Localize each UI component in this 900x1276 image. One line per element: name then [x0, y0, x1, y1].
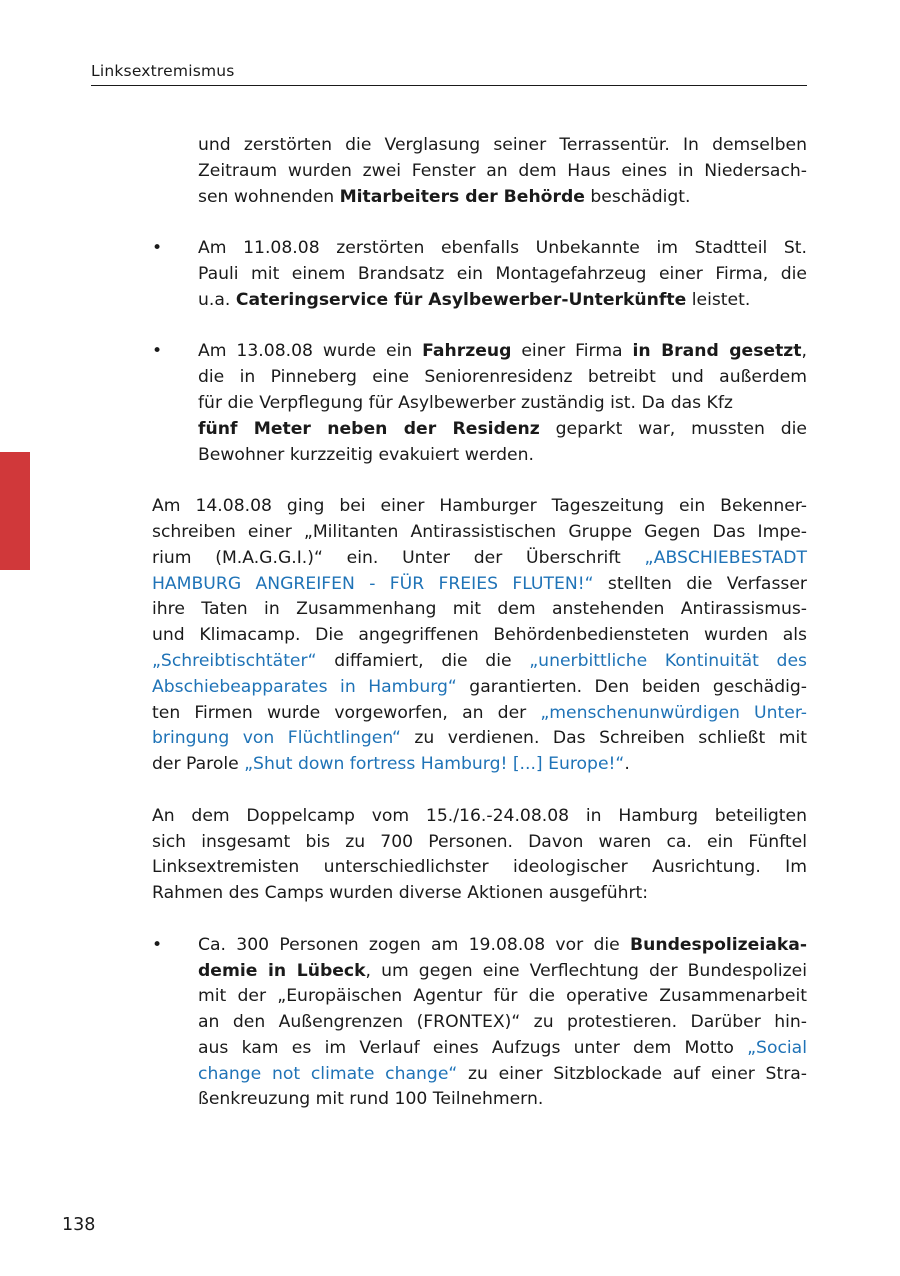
quote-text: „Schreibtischtäter“ — [152, 650, 317, 671]
quote-text: „unerbittliche Kontinuität des — [529, 650, 807, 671]
bullet-glyph: • — [152, 238, 163, 259]
quote-text: „menschenunwürdigen Unter- — [540, 702, 807, 723]
running-header-title: Linksextremismus — [91, 62, 235, 80]
quote-text: change not climate change“ — [198, 1063, 458, 1084]
quote-text: „ABSCHIEBESTADT — [644, 547, 807, 568]
running-header — [91, 60, 807, 86]
bullet-item: • Am 13.08.08 wurde ein Fahrzeug einer Firma in Brand gesetzt, die in Pinneberg eine Seniorenresidenz betreibt und außerdem für die Verpflegung für Asylbewerber zuständig ist. Da das Kfz fünf Meter neben der Residenz geparkt war, mussten die Bewohner kurzzeitig evakuiert werden. — [152, 341, 807, 465]
bullet-glyph: • — [152, 934, 163, 955]
quote-text: Abschiebeapparates in Hamburg“ — [152, 676, 457, 697]
quote-text: „Shut down fortress Hamburg! [...] Europe!“ — [244, 754, 625, 775]
body-paragraph: Am 14.08.08 ging bei einer Hamburger Tageszeitung ein Bekenner- schreiben einer „Militanten Antirassistischen Gruppe Gegen Das Impe- rium (M.A.G.G.I.)“ ein. Unter der Überschrift „ABSCHIEBESTADT HAMBURG ANGREIFEN - FÜR FREIES FLUTEN!“ stellten die Verfasser ihre Taten in Zusammenhang mit dem anstehenden Antirassismus- und Klimacamp. Die angegriffenen Behördenbediensteten wurden als „Schreibtischtäter“ diffamiert, die die „unerbittliche Kontinuität des Abschiebeapparates in Hamburg“ garantierten. Den beiden geschädig- ten Firmen wurde vorgeworfen, an der „menschenunwürdigen Unter- bringung von Flüchtlingen“ zu verdienen. Das Schreiben schließt mit der Parole „Shut down fortress Hamburg! [...] Europe!“. — [152, 496, 807, 775]
bullet-glyph: • — [152, 341, 163, 362]
page-number: 138 — [62, 1215, 96, 1235]
quote-text: „Social — [747, 1037, 807, 1058]
quote-text: bringung von Flüchtlingen“ — [152, 728, 401, 749]
continued-bullet-text: und zerstörten die Verglasung seiner Terrassentür. In demselben Zeitraum wurden zwei Fenster an dem Haus eines in Niedersach- sen wohnenden Mitarbeiters der Behörde beschädigt. — [198, 135, 807, 207]
quote-text: HAMBURG ANGREIFEN - FÜR FREIES FLUTEN!“ — [152, 573, 594, 594]
bullet-item: • Ca. 300 Personen zogen am 19.08.08 vor die Bundespolizeiaka- demie in Lübeck, um gegen eine Verflechtung der Bundespolizei mit der „Europäischen Agentur für die operative Zusammenarbeit an den Außengrenzen (FRONTEX)“ zu protestieren. Darüber hin- aus kam es im Verlauf eines Aufzugs unter dem Motto „Social change not climate change“ zu einer Sitzblockade auf einer Stra- ßenkreuzung mit rund 100 Teilnehmern. — [152, 934, 807, 1110]
bullet-item: • Am 11.08.08 zerstörten ebenfalls Unbekannte im Stadtteil St. Pauli mit einem Brandsatz ein Montagefahrzeug einer Firma, die u.a. Cateringservice für Asylbewerber-Unterkünfte leistet. — [152, 238, 807, 310]
body-paragraph: An dem Doppelcamp vom 15./16.-24.08.08 in Hamburg beteiligten sich insgesamt bis zu 700 Personen. Davon waren ca. ein Fünftel Linksextremisten unterschiedlichster ideologischer Ausrichtung. Im Rahmen des Camps wurden diverse Aktionen ausgeführt: — [152, 805, 807, 904]
chapter-side-marker — [0, 452, 30, 570]
page-body — [152, 133, 807, 1139]
